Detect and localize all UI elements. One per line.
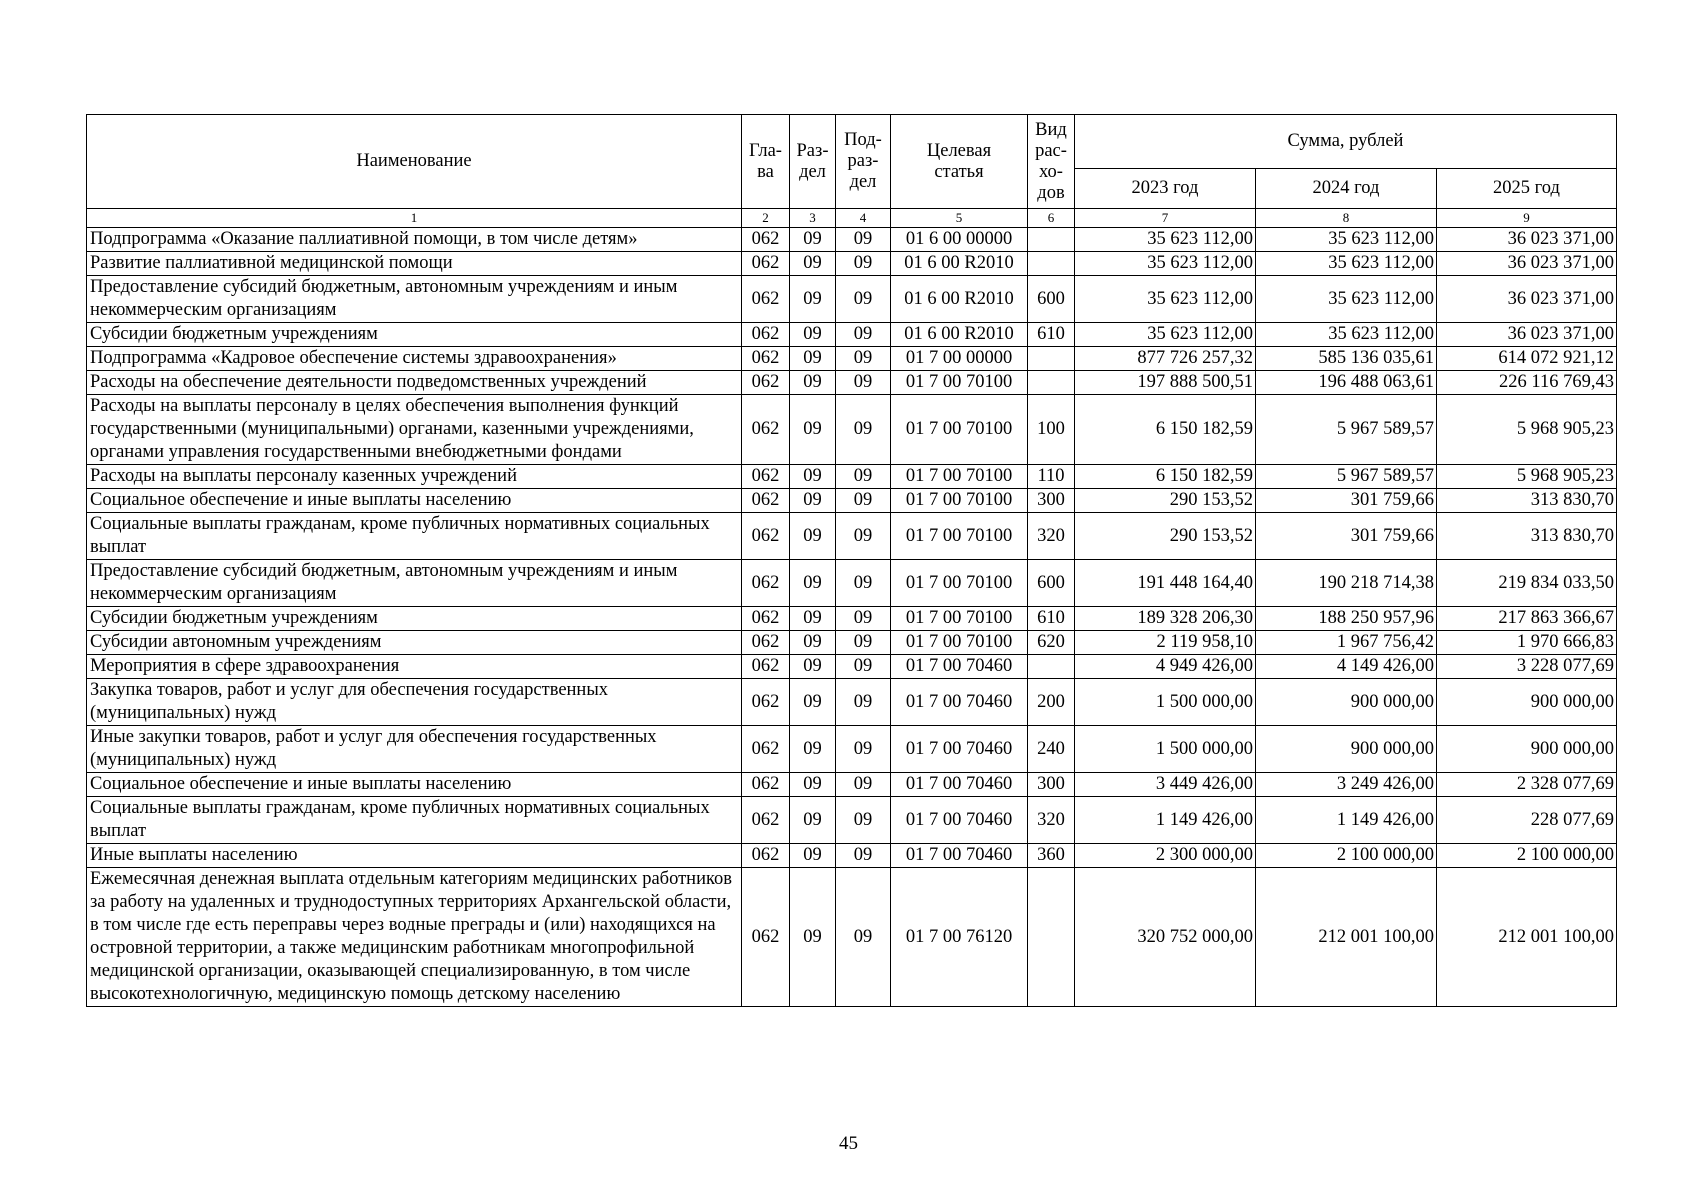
row-sum-2023: 35 623 112,00 <box>1075 252 1256 276</box>
row-sum-2025: 217 863 366,67 <box>1437 607 1617 631</box>
row-podrazdel: 09 <box>836 228 891 252</box>
row-target-article: 01 7 00 70100 <box>891 560 1028 607</box>
row-sum-2025: 5 968 905,23 <box>1437 395 1617 465</box>
header-year-2024: 2024 год <box>1256 169 1437 209</box>
column-number: 5 <box>891 209 1028 228</box>
row-sum-2025: 36 023 371,00 <box>1437 323 1617 347</box>
row-sum-2024: 3 249 426,00 <box>1256 773 1437 797</box>
row-razdel: 09 <box>790 631 836 655</box>
row-podrazdel: 09 <box>836 607 891 631</box>
row-sum-2023: 35 623 112,00 <box>1075 228 1256 252</box>
row-target-article: 01 7 00 70100 <box>891 513 1028 560</box>
budget-table <box>86 114 1617 1007</box>
row-sum-2023: 191 448 164,40 <box>1075 560 1256 607</box>
table-row <box>87 276 1617 323</box>
header-statya-text: Целевая статья <box>926 140 992 182</box>
row-sum-2025: 313 830,70 <box>1437 489 1617 513</box>
row-razdel: 09 <box>790 679 836 726</box>
row-sum-2024: 900 000,00 <box>1256 679 1437 726</box>
column-numbers-row <box>87 209 1617 228</box>
row-razdel: 09 <box>790 347 836 371</box>
row-sum-2023: 1 500 000,00 <box>1075 679 1256 726</box>
row-name: Социальное обеспечение и иные выплаты населению <box>87 489 742 513</box>
row-razdel: 09 <box>790 726 836 773</box>
header-name: Наименование <box>87 115 742 209</box>
row-sum-2025: 900 000,00 <box>1437 726 1617 773</box>
row-expense-type: 610 <box>1028 607 1075 631</box>
row-expense-type <box>1028 228 1075 252</box>
row-podrazdel: 09 <box>836 465 891 489</box>
row-target-article: 01 7 00 70460 <box>891 797 1028 844</box>
row-glava: 062 <box>742 489 790 513</box>
row-sum-2024: 301 759,66 <box>1256 513 1437 560</box>
row-expense-type: 320 <box>1028 513 1075 560</box>
row-target-article: 01 6 00 R2010 <box>891 252 1028 276</box>
row-podrazdel: 09 <box>836 276 891 323</box>
table-row <box>87 655 1617 679</box>
header-vid <box>1028 115 1075 209</box>
row-name: Мероприятия в сфере здравоохранения <box>87 655 742 679</box>
row-podrazdel: 09 <box>836 323 891 347</box>
header-statya <box>891 115 1028 209</box>
row-podrazdel: 09 <box>836 371 891 395</box>
row-sum-2024: 900 000,00 <box>1256 726 1437 773</box>
row-sum-2025: 212 001 100,00 <box>1437 868 1617 1007</box>
column-number: 7 <box>1075 209 1256 228</box>
header-podrazdel <box>836 115 891 209</box>
row-expense-type: 600 <box>1028 276 1075 323</box>
row-razdel: 09 <box>790 797 836 844</box>
row-sum-2023: 6 150 182,59 <box>1075 465 1256 489</box>
row-podrazdel: 09 <box>836 679 891 726</box>
row-sum-2024: 35 623 112,00 <box>1256 323 1437 347</box>
column-number: 9 <box>1437 209 1617 228</box>
row-razdel: 09 <box>790 513 836 560</box>
row-sum-2023: 290 153,52 <box>1075 489 1256 513</box>
row-sum-2023: 6 150 182,59 <box>1075 395 1256 465</box>
row-sum-2024: 35 623 112,00 <box>1256 276 1437 323</box>
row-podrazdel: 09 <box>836 773 891 797</box>
row-sum-2025: 226 116 769,43 <box>1437 371 1617 395</box>
row-sum-2024: 188 250 957,96 <box>1256 607 1437 631</box>
column-number: 4 <box>836 209 891 228</box>
row-name: Социальное обеспечение и иные выплаты населению <box>87 773 742 797</box>
table-row <box>87 228 1617 252</box>
row-podrazdel: 09 <box>836 489 891 513</box>
row-sum-2025: 1 970 666,83 <box>1437 631 1617 655</box>
row-glava: 062 <box>742 868 790 1007</box>
row-sum-2023: 35 623 112,00 <box>1075 323 1256 347</box>
row-expense-type: 300 <box>1028 773 1075 797</box>
table-row <box>87 252 1617 276</box>
header-glava <box>742 115 790 209</box>
row-podrazdel: 09 <box>836 844 891 868</box>
row-name: Расходы на выплаты персоналу в целях обеспечения выполнения функций государственными (муниципальными) органами, казенными учреждениями, органами управления государственными внебюджетными фондами <box>87 395 742 465</box>
column-number: 2 <box>742 209 790 228</box>
row-target-article: 01 7 00 70460 <box>891 773 1028 797</box>
row-expense-type <box>1028 655 1075 679</box>
table-row <box>87 679 1617 726</box>
row-expense-type: 620 <box>1028 631 1075 655</box>
row-target-article: 01 7 00 70460 <box>891 844 1028 868</box>
row-target-article: 01 7 00 70460 <box>891 726 1028 773</box>
row-name: Субсидии бюджетным учреждениям <box>87 323 742 347</box>
row-glava: 062 <box>742 631 790 655</box>
row-sum-2025: 614 072 921,12 <box>1437 347 1617 371</box>
table-row <box>87 631 1617 655</box>
row-podrazdel: 09 <box>836 513 891 560</box>
row-target-article: 01 7 00 76120 <box>891 868 1028 1007</box>
row-glava: 062 <box>742 276 790 323</box>
row-razdel: 09 <box>790 323 836 347</box>
row-sum-2024: 5 967 589,57 <box>1256 465 1437 489</box>
table-row <box>87 560 1617 607</box>
row-expense-type: 300 <box>1028 489 1075 513</box>
header-podrazdel-text: Под- раз- дел <box>844 130 882 192</box>
row-name: Иные закупки товаров, работ и услуг для обеспечения государственных (муниципальных) нужд <box>87 726 742 773</box>
row-sum-2025: 2 328 077,69 <box>1437 773 1617 797</box>
row-sum-2025: 228 077,69 <box>1437 797 1617 844</box>
row-sum-2024: 196 488 063,61 <box>1256 371 1437 395</box>
row-razdel: 09 <box>790 276 836 323</box>
row-sum-2023: 2 119 958,10 <box>1075 631 1256 655</box>
row-name: Развитие паллиативной медицинской помощи <box>87 252 742 276</box>
row-expense-type: 110 <box>1028 465 1075 489</box>
header-razdel <box>790 115 836 209</box>
row-razdel: 09 <box>790 655 836 679</box>
header-glava-text: Гла- ва <box>749 140 782 182</box>
row-target-article: 01 6 00 R2010 <box>891 323 1028 347</box>
row-podrazdel: 09 <box>836 252 891 276</box>
row-target-article: 01 7 00 70100 <box>891 631 1028 655</box>
row-sum-2024: 190 218 714,38 <box>1256 560 1437 607</box>
row-name: Субсидии бюджетным учреждениям <box>87 607 742 631</box>
row-sum-2025: 36 023 371,00 <box>1437 228 1617 252</box>
row-sum-2025: 313 830,70 <box>1437 513 1617 560</box>
row-name: Подпрограмма «Кадровое обеспечение системы здравоохранения» <box>87 347 742 371</box>
header-year-2025: 2025 год <box>1437 169 1617 209</box>
row-target-article: 01 7 00 70100 <box>891 371 1028 395</box>
row-name: Социальные выплаты гражданам, кроме публичных нормативных социальных выплат <box>87 513 742 560</box>
row-glava: 062 <box>742 679 790 726</box>
table-row <box>87 607 1617 631</box>
row-name: Предоставление субсидий бюджетным, автономным учреждениям и иным некоммерческим организациям <box>87 276 742 323</box>
row-glava: 062 <box>742 323 790 347</box>
row-razdel: 09 <box>790 868 836 1007</box>
row-expense-type: 360 <box>1028 844 1075 868</box>
row-sum-2023: 2 300 000,00 <box>1075 844 1256 868</box>
row-podrazdel: 09 <box>836 631 891 655</box>
row-expense-type: 610 <box>1028 323 1075 347</box>
row-podrazdel: 09 <box>836 868 891 1007</box>
column-number: 1 <box>87 209 742 228</box>
row-podrazdel: 09 <box>836 560 891 607</box>
table-row <box>87 347 1617 371</box>
row-razdel: 09 <box>790 489 836 513</box>
row-expense-type: 200 <box>1028 679 1075 726</box>
row-expense-type: 320 <box>1028 797 1075 844</box>
row-sum-2024: 1 149 426,00 <box>1256 797 1437 844</box>
table-row <box>87 371 1617 395</box>
row-target-article: 01 7 00 70460 <box>891 655 1028 679</box>
row-sum-2025: 219 834 033,50 <box>1437 560 1617 607</box>
row-glava: 062 <box>742 228 790 252</box>
row-name: Закупка товаров, работ и услуг для обеспечения государственных (муниципальных) нужд <box>87 679 742 726</box>
row-sum-2023: 4 949 426,00 <box>1075 655 1256 679</box>
row-target-article: 01 7 00 70460 <box>891 679 1028 726</box>
table-row <box>87 489 1617 513</box>
row-razdel: 09 <box>790 607 836 631</box>
table-row <box>87 465 1617 489</box>
table-row <box>87 773 1617 797</box>
row-sum-2023: 189 328 206,30 <box>1075 607 1256 631</box>
row-sum-2025: 3 228 077,69 <box>1437 655 1617 679</box>
row-glava: 062 <box>742 465 790 489</box>
row-razdel: 09 <box>790 395 836 465</box>
row-podrazdel: 09 <box>836 347 891 371</box>
page-number: 45 <box>839 1133 858 1154</box>
column-number: 3 <box>790 209 836 228</box>
table-row <box>87 323 1617 347</box>
row-target-article: 01 6 00 R2010 <box>891 276 1028 323</box>
header-razdel-text: Раз- дел <box>796 140 829 182</box>
row-glava: 062 <box>742 607 790 631</box>
row-sum-2023: 877 726 257,32 <box>1075 347 1256 371</box>
row-name: Расходы на обеспечение деятельности подведомственных учреждений <box>87 371 742 395</box>
row-glava: 062 <box>742 844 790 868</box>
row-razdel: 09 <box>790 773 836 797</box>
row-sum-2024: 585 136 035,61 <box>1256 347 1437 371</box>
header-year-2023: 2023 год <box>1075 169 1256 209</box>
row-expense-type <box>1028 868 1075 1007</box>
row-glava: 062 <box>742 726 790 773</box>
row-razdel: 09 <box>790 465 836 489</box>
row-glava: 062 <box>742 347 790 371</box>
row-sum-2024: 212 001 100,00 <box>1256 868 1437 1007</box>
row-target-article: 01 7 00 70100 <box>891 607 1028 631</box>
row-name: Субсидии автономным учреждениям <box>87 631 742 655</box>
row-sum-2024: 301 759,66 <box>1256 489 1437 513</box>
row-sum-2025: 2 100 000,00 <box>1437 844 1617 868</box>
row-glava: 062 <box>742 797 790 844</box>
row-glava: 062 <box>742 655 790 679</box>
row-name: Ежемесячная денежная выплата отдельным категориям медицинских работников за работу на удаленных и труднодоступных территориях Архангельской области, в том числе где есть переправы через водные преграды и (или) находящихся на островной территории, а также медицинским работникам многопрофильной медицинской организации, оказывающей специализированную, в том числе высокотехнологичную, медицинскую помощь детскому населению <box>87 868 742 1007</box>
row-expense-type <box>1028 371 1075 395</box>
row-sum-2024: 5 967 589,57 <box>1256 395 1437 465</box>
row-glava: 062 <box>742 252 790 276</box>
table-row <box>87 844 1617 868</box>
column-number: 8 <box>1256 209 1437 228</box>
header-summa: Сумма, рублей <box>1075 115 1617 169</box>
row-razdel: 09 <box>790 252 836 276</box>
row-sum-2023: 3 449 426,00 <box>1075 773 1256 797</box>
row-target-article: 01 7 00 70100 <box>891 395 1028 465</box>
row-sum-2024: 1 967 756,42 <box>1256 631 1437 655</box>
row-sum-2024: 2 100 000,00 <box>1256 844 1437 868</box>
row-target-article: 01 7 00 70100 <box>891 465 1028 489</box>
row-sum-2023: 1 149 426,00 <box>1075 797 1256 844</box>
row-expense-type: 240 <box>1028 726 1075 773</box>
row-target-article: 01 7 00 70100 <box>891 489 1028 513</box>
column-number: 6 <box>1028 209 1075 228</box>
row-razdel: 09 <box>790 844 836 868</box>
row-sum-2024: 35 623 112,00 <box>1256 252 1437 276</box>
row-sum-2023: 1 500 000,00 <box>1075 726 1256 773</box>
row-razdel: 09 <box>790 228 836 252</box>
row-sum-2023: 35 623 112,00 <box>1075 276 1256 323</box>
row-sum-2025: 36 023 371,00 <box>1437 276 1617 323</box>
table-row <box>87 395 1617 465</box>
row-razdel: 09 <box>790 560 836 607</box>
row-name: Расходы на выплаты персоналу казенных учреждений <box>87 465 742 489</box>
row-name: Предоставление субсидий бюджетным, автономным учреждениям и иным некоммерческим организациям <box>87 560 742 607</box>
table-row <box>87 513 1617 560</box>
table-row <box>87 726 1617 773</box>
row-sum-2023: 320 752 000,00 <box>1075 868 1256 1007</box>
row-podrazdel: 09 <box>836 655 891 679</box>
row-expense-type: 600 <box>1028 560 1075 607</box>
row-sum-2025: 5 968 905,23 <box>1437 465 1617 489</box>
row-glava: 062 <box>742 513 790 560</box>
row-target-article: 01 7 00 00000 <box>891 347 1028 371</box>
row-sum-2023: 197 888 500,51 <box>1075 371 1256 395</box>
row-expense-type <box>1028 347 1075 371</box>
row-podrazdel: 09 <box>836 726 891 773</box>
table-row <box>87 797 1617 844</box>
row-expense-type <box>1028 252 1075 276</box>
row-sum-2023: 290 153,52 <box>1075 513 1256 560</box>
row-sum-2024: 4 149 426,00 <box>1256 655 1437 679</box>
row-name: Иные выплаты населению <box>87 844 742 868</box>
row-razdel: 09 <box>790 371 836 395</box>
row-name: Подпрограмма «Оказание паллиативной помощи, в том числе детям» <box>87 228 742 252</box>
row-sum-2025: 36 023 371,00 <box>1437 252 1617 276</box>
row-glava: 062 <box>742 395 790 465</box>
row-expense-type: 100 <box>1028 395 1075 465</box>
row-podrazdel: 09 <box>836 395 891 465</box>
row-sum-2025: 900 000,00 <box>1437 679 1617 726</box>
row-glava: 062 <box>742 560 790 607</box>
row-podrazdel: 09 <box>836 797 891 844</box>
row-glava: 062 <box>742 371 790 395</box>
header-vid-text: Вид рас- хо- дов <box>1035 119 1067 203</box>
row-name: Социальные выплаты гражданам, кроме публичных нормативных социальных выплат <box>87 797 742 844</box>
row-target-article: 01 6 00 00000 <box>891 228 1028 252</box>
row-glava: 062 <box>742 773 790 797</box>
row-sum-2024: 35 623 112,00 <box>1256 228 1437 252</box>
table-row <box>87 868 1617 1007</box>
